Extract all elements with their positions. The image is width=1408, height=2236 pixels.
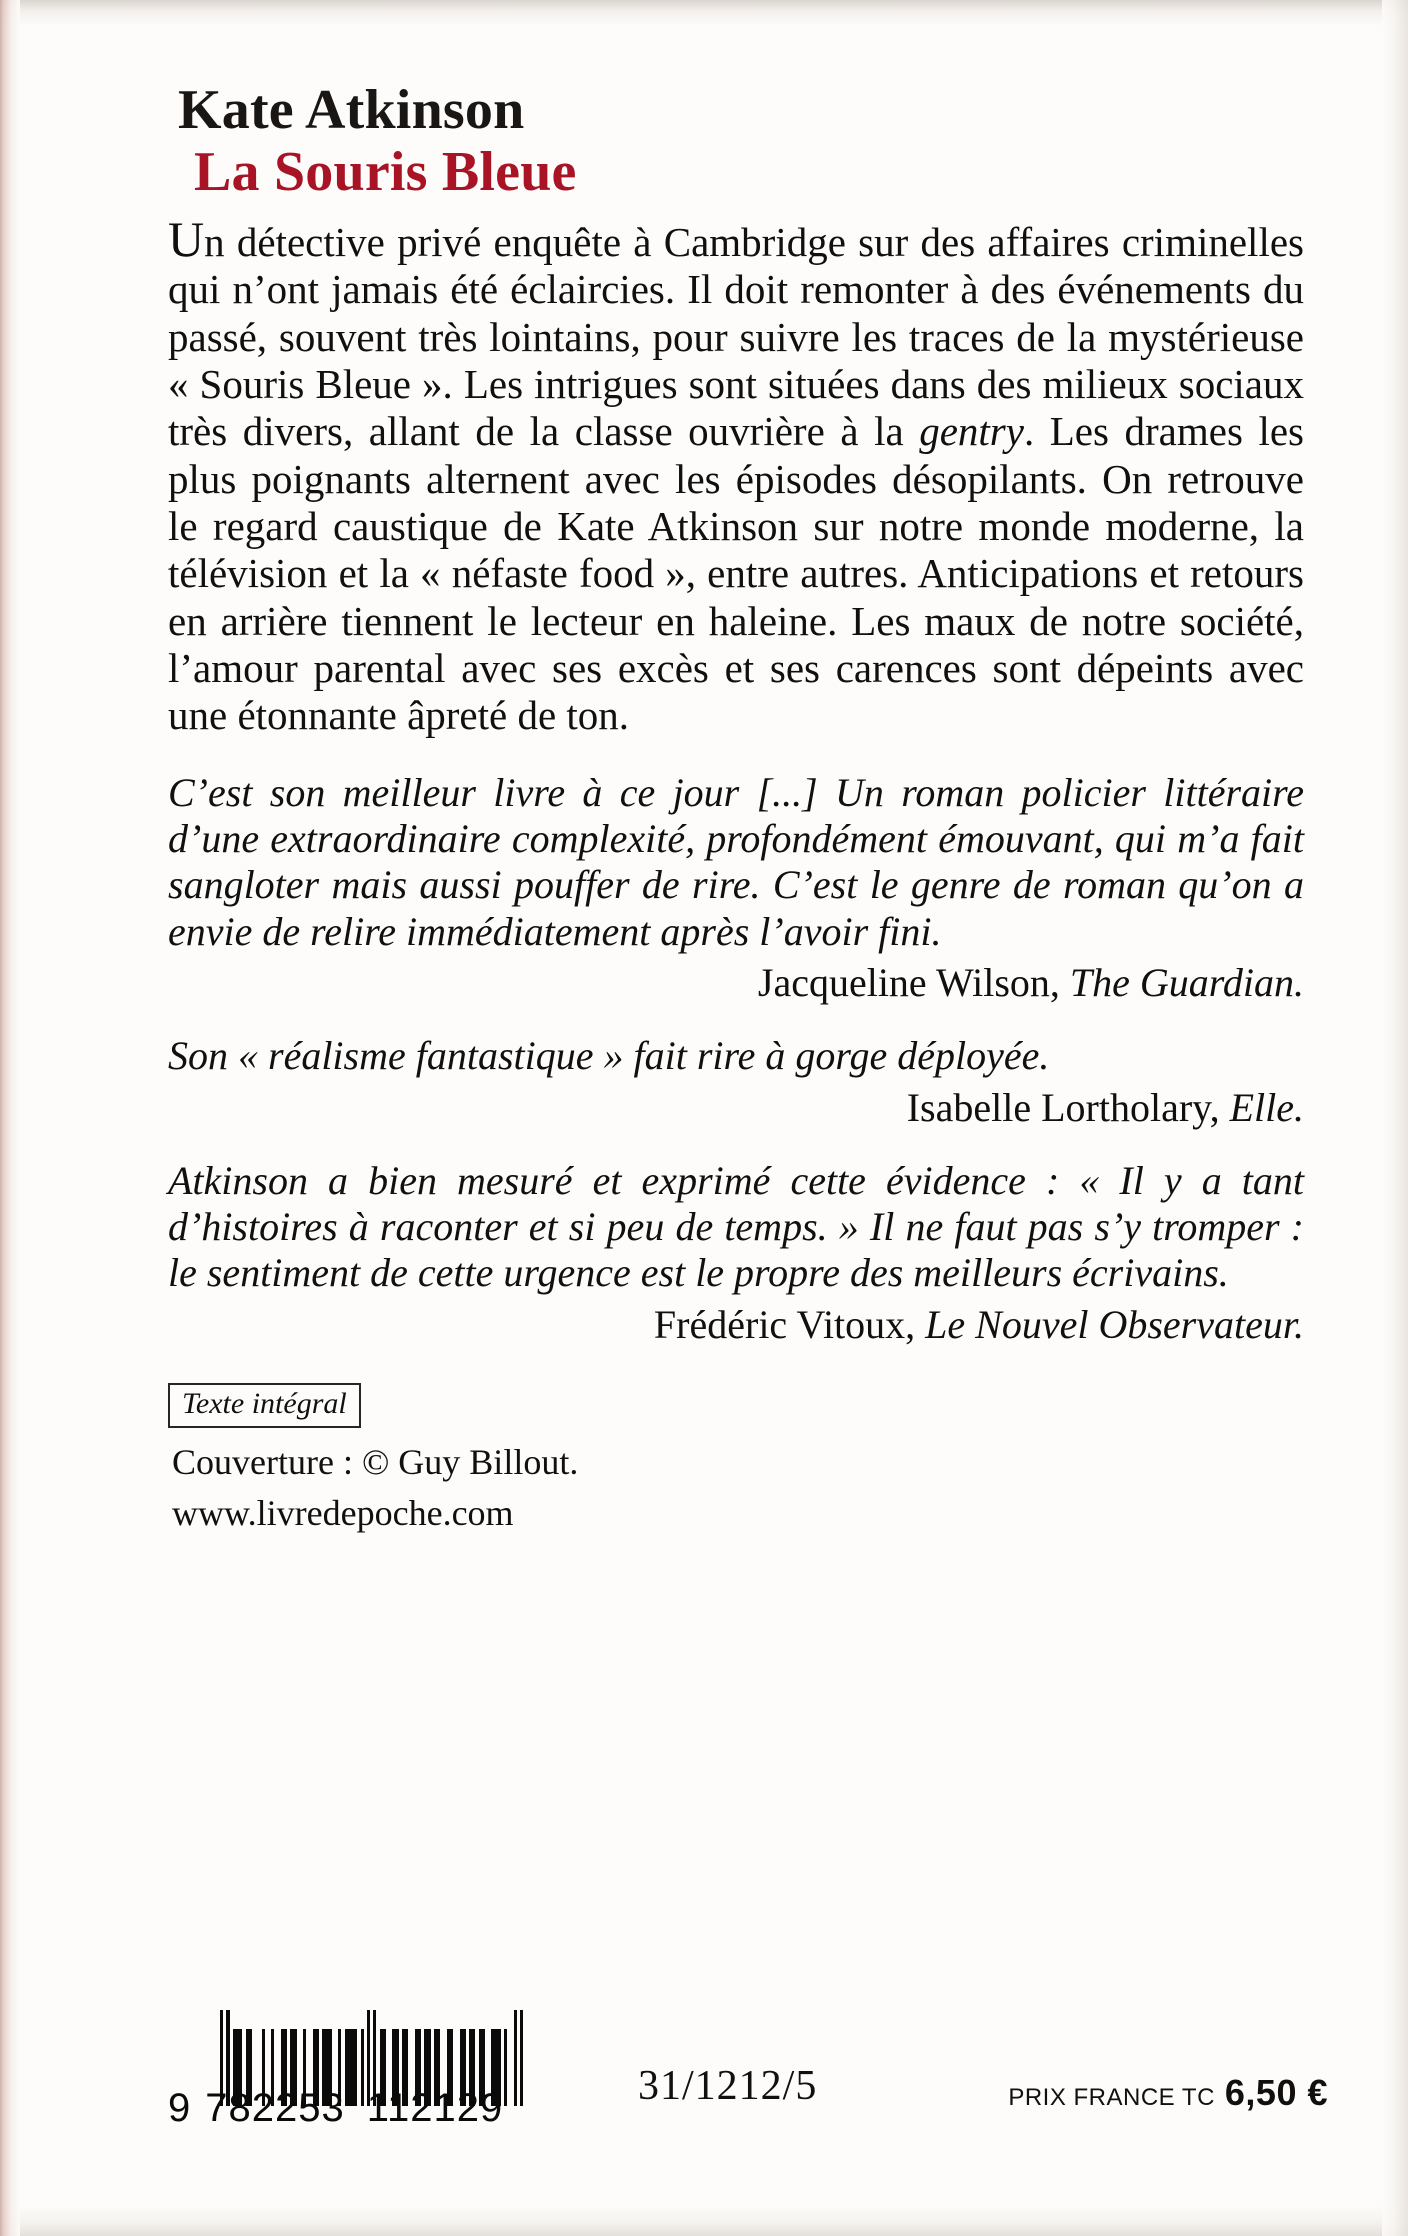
barcode-group-1: 782253 <box>205 2086 345 2130</box>
cover-credit: Couverture : © Guy Billout. <box>172 1441 579 1482</box>
review-author: Jacqueline Wilson, <box>757 960 1070 1006</box>
cover-content <box>168 79 1305 1536</box>
spine-edge <box>0 0 20 2236</box>
price-line <box>1008 2072 1328 2114</box>
blurb-part2: . Les drames les plus poignants alternent avec les épisodes désopilants. On retrouve le regard caustique de Kate Atkinson sur notre monde moderne, la télévision et la « néfaste food », entre autres. Anticipations et retours en arrière tiennent le lecteur en haleine. Les maux de notre société, l’amour parental avec ses excès et ses carences sont dépeints avec une étonnante âpreté de ton. <box>168 408 1305 739</box>
review-quote: C’est son meilleur livre à ce jour [...] Un roman policier littéraire d’une extraordinaire complexité, profondément émouvant, qui m’a fait sangloter mais aussi pouffer de rire. C’est le genre de roman qu’on a envie de relire immédiatement après l’avoir fini. <box>168 769 1304 954</box>
book-title: La Souris Bleue <box>194 141 577 204</box>
blurb-dropcap: U <box>168 210 205 267</box>
review-source: The Guardian. <box>1069 960 1304 1006</box>
blurb-italic-gentry: gentry <box>919 408 1024 455</box>
catalogue-reference: 31/1212/5 <box>638 2063 818 2109</box>
price-label: PRIX FRANCE TC <box>1008 2084 1215 2111</box>
review-source: Elle. <box>1229 1084 1304 1130</box>
barcode-lead-digit: 9 <box>168 2086 192 2130</box>
texte-integral-badge: Texte intégral <box>168 1383 361 1428</box>
author-name: Kate Atkinson <box>178 79 525 141</box>
blurb-part1: n détective privé enquête à Cambridge sur des affaires criminelles qui n’ont jamais été éclaircies. Il doit remonter à des événements du passé, souvent très lointains, pour suivre les traces de la mystérieuse « Souris Bleue ». Les intrigues sont situées dans des milieux sociaux très divers, allant de la classe ouvrière à la <box>168 218 1304 455</box>
barcode-group-2: 112129 <box>366 2086 504 2130</box>
review-source: Le Nouvel Observateur. <box>925 1301 1304 1347</box>
cover-footer <box>168 2010 1328 2150</box>
publisher-website[interactable]: www.livredepoche.com <box>172 1492 514 1533</box>
paper-top-edge <box>0 0 1408 26</box>
isbn-barcode <box>168 2010 548 2131</box>
review-author: Isabelle Lortholary, <box>906 1084 1230 1130</box>
blurb-paragraph <box>168 210 1305 740</box>
paper-bottom-edge <box>0 2206 1408 2236</box>
review-quote: Son « réalisme fantastique » fait rire à gorge déployée. <box>168 1033 1050 1079</box>
right-page-edge <box>1382 0 1408 2236</box>
review-attribution <box>168 1301 1304 1349</box>
review-attribution <box>168 959 1304 1007</box>
review-author: Frédéric Vitoux, <box>653 1301 926 1347</box>
review-attribution <box>168 1084 1304 1132</box>
price-amount: 6,50 € <box>1224 2072 1328 2113</box>
badge-row <box>168 1383 1304 1428</box>
review-quote: Atkinson a bien mesuré et exprimé cette évidence : « Il y a tant d’histoires à raconter et si peu de temps. » Il ne faut pas s’y tromper : le sentiment de cette urgence est le propre des meilleurs écrivains. <box>168 1157 1304 1296</box>
